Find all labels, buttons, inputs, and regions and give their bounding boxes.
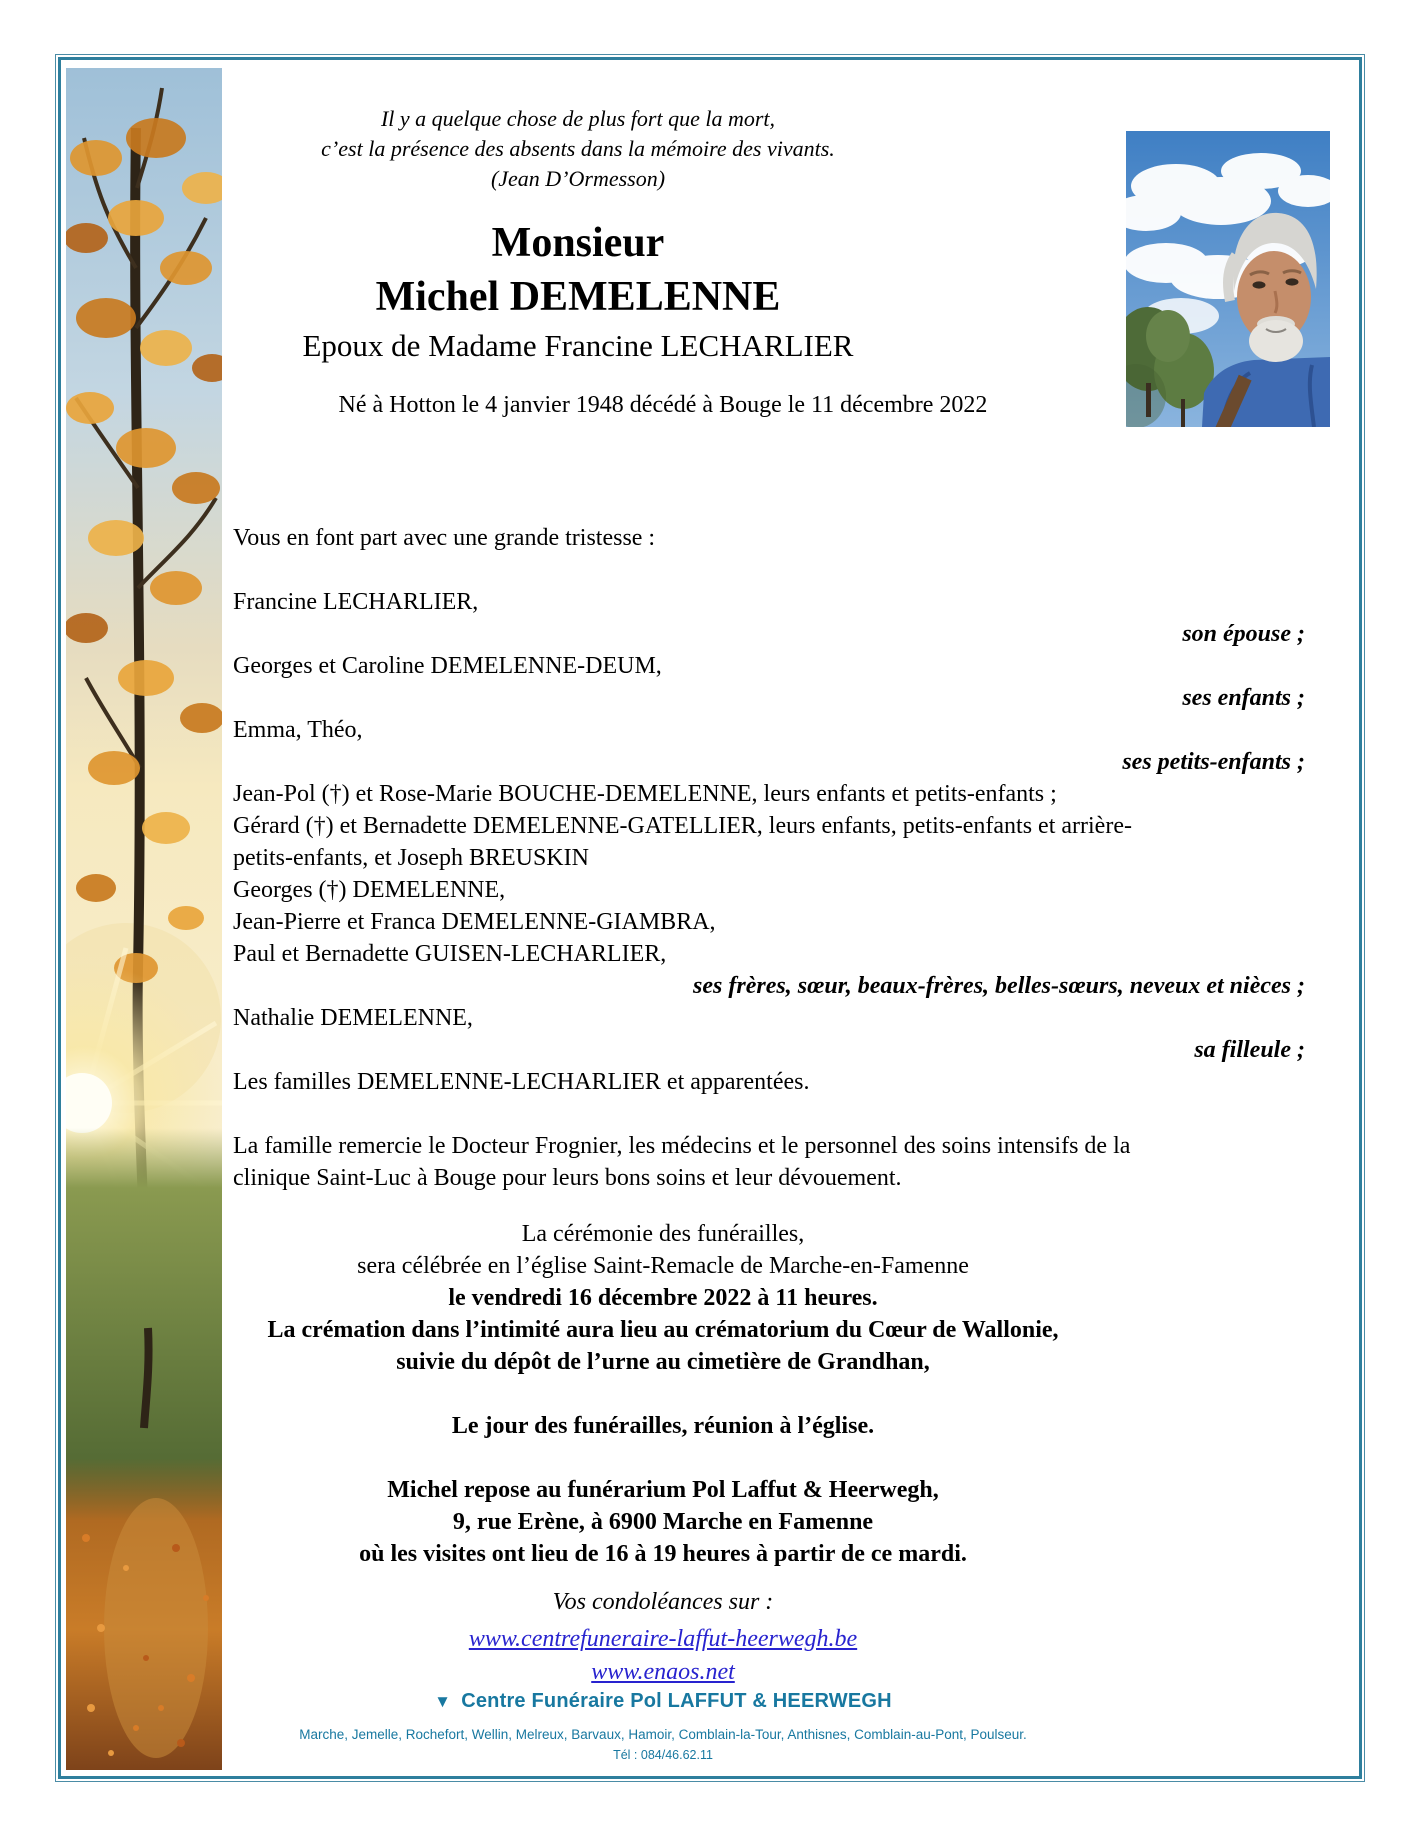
announcement-intro: Vous en font part avec une grande tristesse : bbox=[233, 525, 656, 551]
relation-line: son épouse ; bbox=[1182, 621, 1305, 647]
repose-line-3: où les visites ont lieu de 16 à 19 heures à partir de ce mardi. bbox=[359, 1541, 967, 1567]
header bbox=[233, 104, 923, 366]
memorial-quote bbox=[233, 104, 923, 194]
condolences-label: Vos condoléances sur : bbox=[552, 1589, 774, 1615]
quote-line-1: Il y a quelque chose de plus fort que la mort, bbox=[380, 106, 776, 131]
ceremony-details bbox=[233, 1218, 1093, 1570]
portrait-photo bbox=[1126, 131, 1330, 427]
condolences-section bbox=[233, 1586, 1093, 1689]
repose-line-2: 9, rue Erène, à 6900 Marche en Famenne bbox=[452, 1509, 874, 1535]
funeral-home-cities: Marche, Jemelle, Rochefort, Wellin, Melreux, Barvaux, Hamoir, Comblain-la-Tour, Anthisnes, Comblain-au-Pont, Poulseur. bbox=[299, 1727, 1027, 1742]
family-line: Emma, Théo, bbox=[233, 717, 363, 743]
quote-attribution: (Jean D’Ormesson) bbox=[490, 166, 666, 191]
family-line: Georges (†) DEMELENNE, bbox=[233, 877, 506, 903]
family-announcement bbox=[233, 522, 1305, 1098]
family-line: Nathalie DEMELENNE, bbox=[233, 1005, 473, 1031]
autumn-tree-photo bbox=[66, 68, 222, 1770]
ceremony-line-2: sera célébrée en l’église Saint-Remacle de Marche-en-Famenne bbox=[357, 1253, 969, 1279]
thanks-line-2: clinique Saint-Luc à Bouge pour leurs bons soins et leur dévouement. bbox=[233, 1165, 902, 1191]
deceased-honorific: Monsieur bbox=[491, 220, 665, 266]
relation-line: ses petits-enfants ; bbox=[1122, 749, 1305, 775]
urn-line: suivie du dépôt de l’urne au cimetière de Grandhan, bbox=[396, 1349, 930, 1375]
deceased-title-block bbox=[233, 216, 923, 324]
family-line: Georges et Caroline DEMELENNE-DEUM, bbox=[233, 653, 662, 679]
family-line: Gérard (†) et Bernadette DEMELENNE-GATELLIER, leurs enfants, petits-enfants et arrière- bbox=[233, 813, 1132, 839]
thanks-paragraph bbox=[233, 1130, 1305, 1194]
family-line: Francine LECHARLIER, bbox=[233, 589, 479, 615]
family-line: Jean-Pierre et Franca DEMELENNE-GIAMBRA, bbox=[233, 909, 716, 935]
funeral-home-logo-icon: ▼ bbox=[434, 1692, 452, 1711]
condolences-link-funeral-home[interactable]: www.centrefuneraire-laffut-heerwegh.be bbox=[468, 1626, 858, 1652]
funeral-home-name bbox=[233, 1690, 1093, 1713]
relation-line: sa filleule ; bbox=[1194, 1037, 1305, 1063]
condolences-link-enaos[interactable]: www.enaos.net bbox=[591, 1659, 735, 1685]
families-line: Les familles DEMELENNE-LECHARLIER et apparentées. bbox=[233, 1069, 810, 1095]
deceased-name: Michel DEMELENNE bbox=[375, 274, 781, 320]
quote-line-2: c’est la présence des absents dans la mémoire des vivants. bbox=[321, 136, 835, 161]
autumn-tree-illustration bbox=[66, 68, 222, 1770]
spouse-line: Epoux de Madame Francine LECHARLIER bbox=[302, 328, 854, 363]
life-dates: Né à Hotton le 4 janvier 1948 décédé à Bouge le 11 décembre 2022 bbox=[338, 392, 988, 418]
family-line: petits-enfants, et Joseph BREUSKIN bbox=[233, 845, 589, 871]
family-line: Paul et Bernadette GUISEN-LECHARLIER, bbox=[233, 941, 667, 967]
portrait-illustration bbox=[1126, 131, 1330, 427]
ceremony-date-line: le vendredi 16 décembre 2022 à 11 heures. bbox=[448, 1285, 878, 1311]
footer bbox=[233, 1690, 1093, 1762]
gathering-line: Le jour des funérailles, réunion à l’église. bbox=[451, 1413, 875, 1439]
family-line: Jean-Pol (†) et Rose-Marie BOUCHE-DEMELENNE, leurs enfants et petits-enfants ; bbox=[233, 781, 1057, 807]
relation-line: ses enfants ; bbox=[1182, 685, 1305, 711]
funeral-home-name-text: Centre Funéraire Pol LAFFUT & HEERWEGH bbox=[461, 1690, 892, 1712]
cremation-line: La crémation dans l’intimité aura lieu au crématorium du Cœur de Wallonie, bbox=[267, 1317, 1059, 1343]
ceremony-line-1: La cérémonie des funérailles, bbox=[521, 1221, 805, 1247]
repose-line-1: Michel repose au funérarium Pol Laffut & Heerwegh, bbox=[387, 1477, 939, 1503]
funeral-home-phone: Tél : 084/46.62.11 bbox=[613, 1748, 713, 1762]
thanks-line-1: La famille remercie le Docteur Frognier, les médecins et le personnel des soins intensifs de la bbox=[233, 1133, 1131, 1159]
relation-line: ses frères, sœur, beaux-frères, belles-sœurs, neveux et nièces ; bbox=[693, 973, 1305, 999]
